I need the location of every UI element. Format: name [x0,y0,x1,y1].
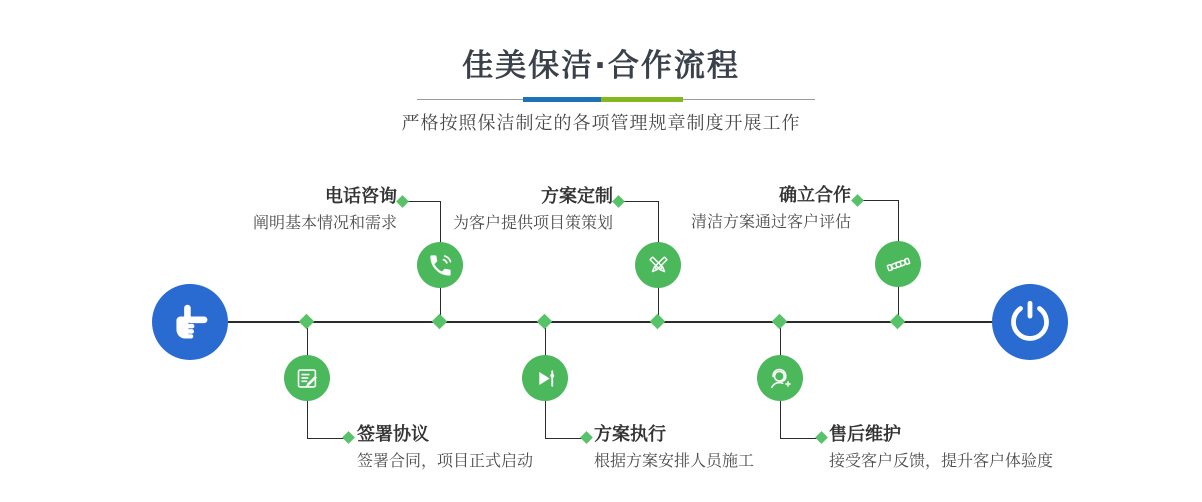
play-slider-icon [522,355,568,401]
divider-blue-segment [523,97,601,102]
junction-diamond [890,314,906,330]
step-desc: 接受客户反馈，提升客户体验度 [829,450,1054,470]
customer-service-icon [757,355,803,401]
label-diamond [580,431,593,444]
junction-diamond [299,314,315,330]
step-label [453,187,613,231]
contract-pen-icon [284,355,330,401]
step-label [829,425,1053,469]
divider-green-segment [601,97,683,102]
title-divider [417,96,815,103]
step-label [594,425,754,469]
step-title: 确立合作 [779,185,851,206]
step-desc: 签署合同，项目正式启动 [357,450,534,470]
label-diamond [851,194,864,207]
step-title: 签署协议 [357,424,429,445]
step-desc: 为客户提供项目策策划 [452,212,613,232]
page-subtitle: 严格按照保洁制定的各项管理规章制度开展工作 [401,113,801,134]
label-diamond [396,195,409,208]
phone-icon [417,242,463,288]
pointing-hand-icon [168,300,212,344]
step-label [253,187,397,231]
handshake-icon [875,241,921,287]
junction-diamond [432,314,448,330]
label-diamond [815,431,828,444]
timeline-line [228,321,994,323]
step-label [691,186,851,230]
step-desc: 清洁方案通过客户评估 [690,211,851,231]
step-title: 方案定制 [541,186,613,207]
step-desc: 根据方案安排人员施工 [594,450,755,470]
page-title: 佳美保洁·合作流程 [462,48,740,84]
junction-diamond [650,314,666,330]
step-title: 电话咨询 [325,186,397,207]
step-title: 方案执行 [594,424,666,445]
junction-diamond [537,314,553,330]
junction-diamond [772,314,788,330]
label-diamond [342,431,355,444]
timeline-start-node [152,284,228,360]
step-desc: 阐明基本情况和需求 [252,212,397,232]
timeline-end-node [992,284,1068,360]
step-title: 售后维护 [829,424,901,445]
step-label [357,425,533,469]
crossed-pencils-icon [635,242,681,288]
label-diamond [612,195,625,208]
power-icon [1008,300,1052,344]
